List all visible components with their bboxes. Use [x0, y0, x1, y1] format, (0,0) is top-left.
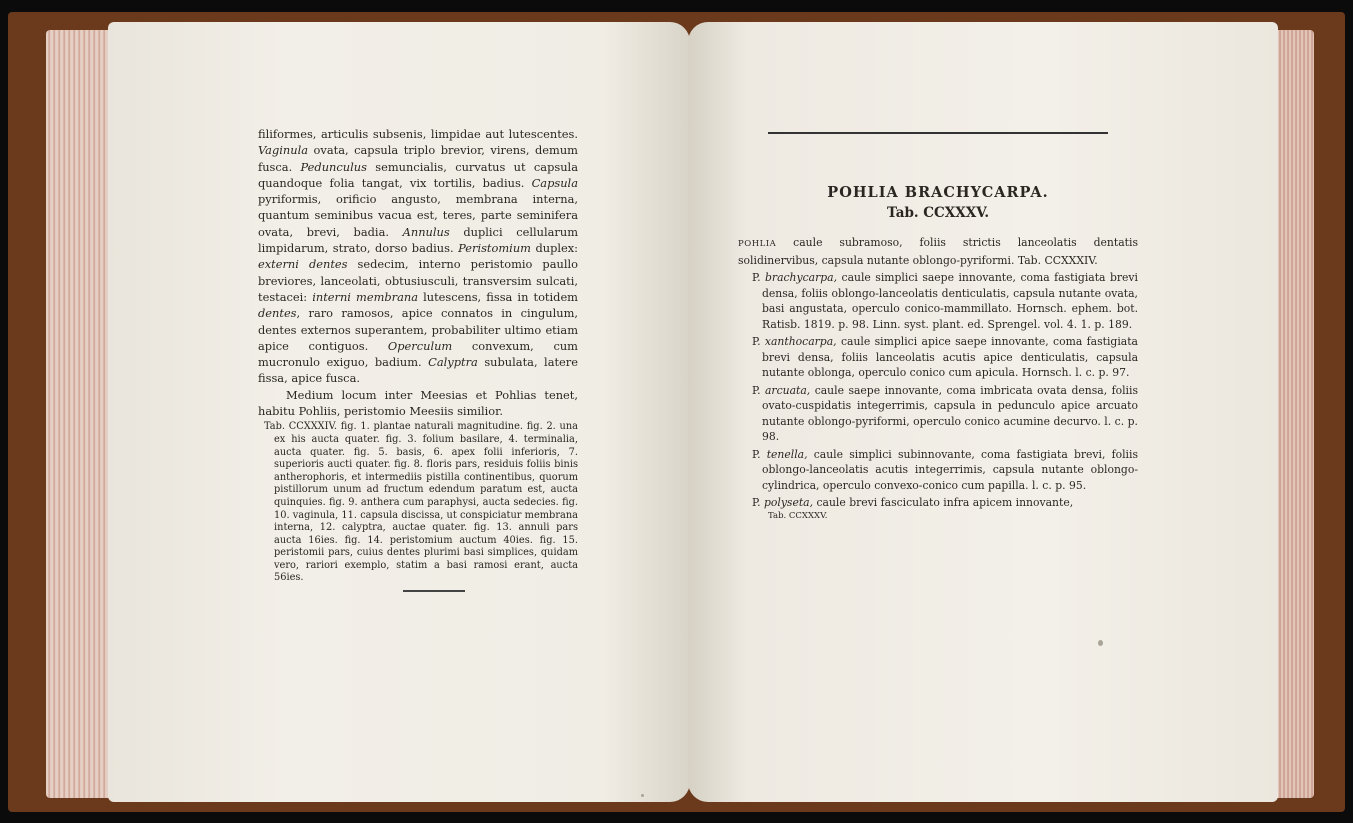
- species-text: caule simplici apice saepe innovante, coma fastigiata brevi densa, foliis lanceolatis acutis apice denticulatis, capsula nutante oblonga, operculo conico cum apicula. Hornsch. l. c. p. 97.: [762, 335, 1138, 379]
- species-prefix: P.: [752, 271, 765, 284]
- term-pedunculus: Pedunculus: [300, 159, 367, 174]
- page-footer: Tab. CCXXXV.: [768, 510, 828, 521]
- term-externi-dentes: externi dentes: [258, 257, 348, 272]
- left-page-text: [258, 126, 578, 585]
- species-text: caule simplici subinnovante, coma fastigiata brevi, foliis oblongo-lanceolatis acutis integerrimis, capsula nutante oblongo-cylindrica, operculo convexo-conico cum papilla. l. c. p. 95.: [762, 447, 1138, 492]
- text-run: filiformes, articulis subsenis, limpidae aut lutescentes.: [258, 127, 578, 141]
- right-page: [688, 22, 1278, 802]
- genus-diagnosis: [738, 235, 1138, 268]
- text-run: semuncialis, curvatus ut capsula quandoque folia tangat, vix tortilis, badius.: [258, 159, 578, 190]
- closing-rule: [403, 590, 465, 592]
- term-annulus: Annulus: [402, 224, 450, 239]
- text-run: subulata, latere fissa, apice fusca.: [258, 355, 578, 386]
- species-entry: [738, 334, 1138, 381]
- header-rule: [768, 132, 1108, 134]
- term-interni-membrana: interni membrana: [312, 289, 419, 304]
- term-vaginula: Vaginula: [258, 143, 309, 158]
- text-run: pyriformis, orificio angusto, membrana interna, quantum seminibus vacua est, teres, parte seminifera ovata, brevi, badia.: [258, 192, 578, 239]
- plate-number: Tab. CCXXXV.: [886, 205, 990, 221]
- species-title: POHLIA BRACHYCARPA.: [827, 184, 1049, 201]
- species-text: caule saepe innovante, coma imbricata ovata densa, foliis ovato-cuspidatis integerrimis, capsula in pedunculo apice arcuato nutante oblongo-pyriformi, operculo conico acumine decurvo. l. c. p. 98.: [762, 383, 1138, 443]
- species-prefix: P.: [752, 496, 764, 509]
- term-dentes: dentes: [258, 306, 297, 321]
- text-run: duplex:: [530, 241, 579, 256]
- species-name: xanthocarpa,: [764, 335, 837, 348]
- text-run: duplici cellularum limpidarum, strato, dorso badius.: [258, 224, 578, 256]
- species-name: brachycarpa,: [765, 271, 838, 284]
- text-run: convexum, cum mucronulo exiguo, badium.: [258, 338, 578, 370]
- page-edges-right: [1274, 30, 1314, 798]
- text-run: , raro ramosos, apice connatos in cingulum, dentes externos superantem, probabiliter ultimo etiam apice contiguos.: [258, 306, 578, 353]
- book: [8, 12, 1345, 812]
- term-operculum: Operculum: [387, 338, 453, 353]
- species-name: tenella,: [766, 447, 808, 461]
- species-entry: [738, 270, 1138, 332]
- species-entry: [738, 383, 1138, 445]
- left-page: [108, 22, 690, 802]
- text-run: sedecim, interno peristomio paullo breviores, lanceolati, obtusiusculi, transversim sulcati, testacei:: [258, 257, 578, 304]
- species-prefix: P.: [752, 335, 765, 348]
- text-run: lutescens, fissa in totidem: [418, 289, 578, 304]
- species-entry: [738, 495, 1138, 511]
- paper-spot: [641, 794, 644, 797]
- species-text: caule brevi fasciculato infra apicem innovante,: [813, 496, 1074, 509]
- paper-spot: [1098, 640, 1103, 646]
- term-capsula: Capsula: [531, 175, 578, 190]
- right-page-text: [738, 184, 1138, 522]
- term-peristomium: Peristomium: [458, 241, 531, 256]
- term-calyptra: Calyptra: [428, 355, 478, 370]
- species-prefix: P.: [752, 383, 765, 397]
- species-name: polyseta,: [763, 496, 814, 509]
- species-name: arcuata,: [764, 383, 811, 397]
- plate-explanation: Tab. CCXXXIV. fig. 1. plantae naturali magnitudine. fig. 2. una ex his aucta quater. fig. 3. folium basilare, 4. terminalia, aucta quater. fig. 5. basis, 6. apex folii inferioris, 7. superioris aucti quater. fig. 8. floris pars, residuis foliis binis antherophoris, et intermediis pistilla continentibus, quorum pistillorum unum ad fructum edendum paratum est, aucta quinquies. fig. 9. anthera cum paraphysi, aucta sedecies. fig. 10. vaginula, 11. capsula discissa, ut conspiciatur membrana interna, 12. calyptra, auctae quater. fig. 13. annuli pars aucta 16ies. fig. 14. peristomium auctum 40ies. fig. 15. peristomii pars, cuius dentes plurimi basi simplices, quidam vero, rariori exemplo, statim a basi ramosi erant, aucta 56ies.: [264, 421, 578, 584]
- page-edges-left: [46, 30, 110, 798]
- species-text: caule simplici saepe innovante, coma fastigiata brevi densa, foliis oblongo-lanceolatis denticulatis, capsula nutante ovata, basi angustata, operculo conico-mammillato. Hornsch. ephem. bot. Ratisb. 1819. p. 98. Linn. syst. plant. ed. Sprengel. vol. 4. 1. p. 189.: [762, 271, 1138, 331]
- description-paragraph: [258, 126, 578, 387]
- species-prefix: P.: [752, 447, 767, 461]
- diagnosis-text: caule subramoso, foliis strictis lanceolatis dentatis solidinervibus, capsula nutante oblongo-pyriformi. Tab. CCXXXIV.: [738, 236, 1138, 267]
- genus-name: POHLIA: [738, 239, 777, 249]
- remark-paragraph: Medium locum inter Meesias et Pohlias tenet, habitu Pohliis, peristomio Meesiis similior.: [258, 387, 578, 419]
- text-run: ovata, capsula triplo brevior, virens, demum fusca.: [258, 143, 578, 174]
- species-entry: [738, 447, 1138, 494]
